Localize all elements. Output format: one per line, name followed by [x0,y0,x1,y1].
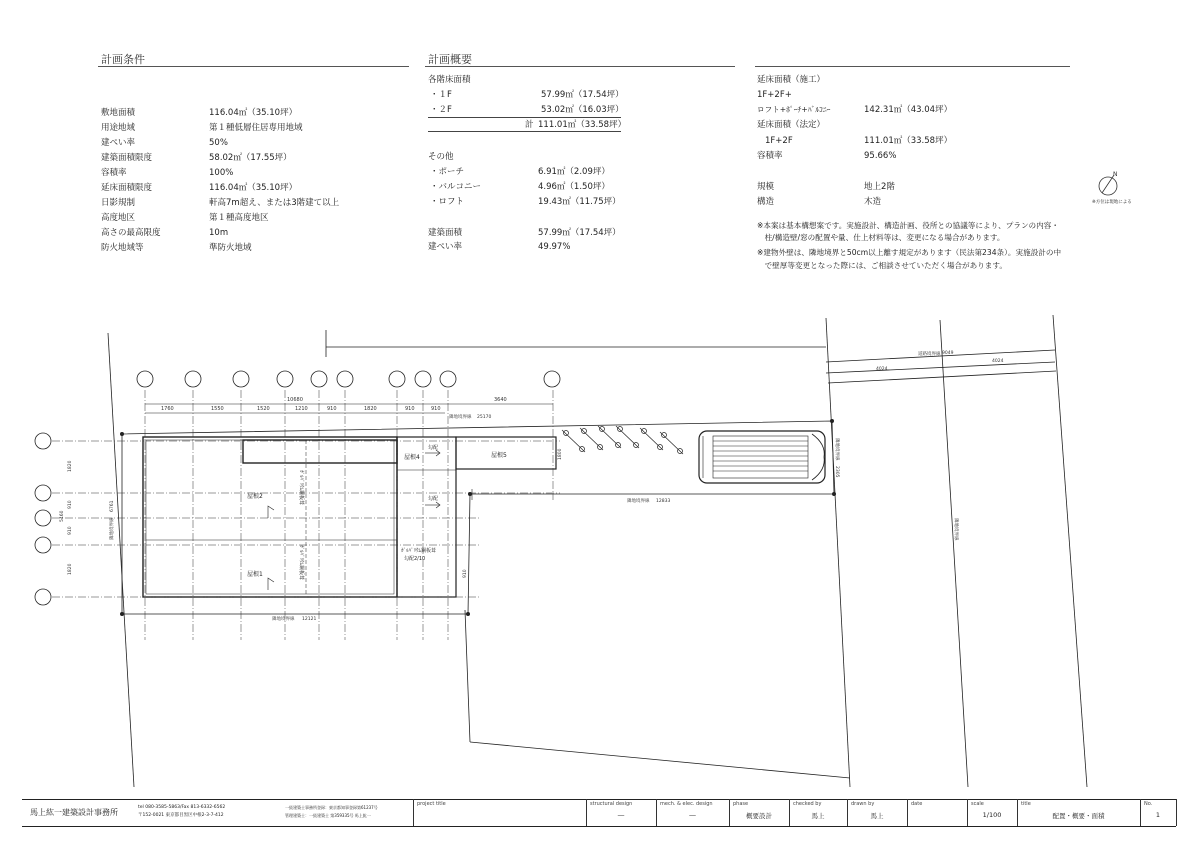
other-title: その他 [428,152,454,162]
bicycle-icons [562,426,683,454]
structure-label: 構造 [757,197,775,207]
firm-name: 馬上紘一建築設計事務所 [30,808,118,817]
north-caption: ※方位は現地による [1092,200,1132,205]
site-far-right-line [1053,315,1087,787]
tb-drawn [847,799,907,826]
road-sub-a: 4024 [876,367,888,372]
tb-checked [789,799,847,826]
cond-value-6: 軒高7m超え、または3階建て以上 [209,198,340,208]
tb-scale-value: 1/100 [982,811,1002,819]
site-left-line [108,333,134,787]
cond-value-5: 116.04㎡（35.10坪） [209,183,298,193]
tb-phase-label: phase [733,801,749,807]
firm-reg-2: 管理建築士：一級建築士 第359335号 馬上紘一 [285,813,371,818]
road-line-b [826,362,1055,373]
cond-value-8: 10m [209,228,229,238]
site-bottom-line [470,742,850,778]
other-value-0: 6.91㎡（2.09坪） [538,167,610,177]
cond-value-0: 116.04㎡（35.10坪） [209,108,298,118]
cond-value-9: 準防火地域 [209,243,252,253]
tb-mech [656,799,729,826]
tb-checked-label: checked by [793,801,822,807]
roof2-material: ｶﾞﾙﾊﾞﾘｳﾑ鋼板葺 [298,470,304,506]
left-dim-0: 1820 [68,460,73,472]
dim-span-2: 1520 [257,406,270,412]
roof1-label: 屋根1 [247,571,263,578]
height-180: 1800 [558,448,563,460]
cond-value-7: 第１種高度地区 [209,213,269,223]
firm-contact-2: 〒152-0021 東京都目黒区中根2-3-7-412 [138,813,224,818]
boundary-left-label: 隣地境界線 [110,517,115,540]
note-line-3: で壁厚等変更となった際には、ご相談させていただく場合があります。 [757,261,1007,270]
tb-scale-label: scale [971,801,984,807]
tb-title-value: 配置・概要・面積 [1052,812,1105,820]
floor-value-0: 57.99㎡（17.54坪） [541,90,624,100]
cond-value-1: 第１種低層住居専用地域 [209,123,303,133]
tb-scale [967,799,1017,826]
floor-label-0: ・１F [430,90,452,100]
far-value: 95.66% [864,151,897,161]
left-total: 5460 [60,510,65,522]
road-line-a [826,350,1055,362]
construction-items: ロフト+ﾎﾟｰﾁ+ﾊﾞﾙｺﾆｰ [757,105,831,114]
left-dim-1: 910 [68,500,73,509]
cond-label-5: 延床面積限度 [101,183,153,193]
cond-value-2: 50% [209,138,228,148]
tb-phase-value: 概要設計 [746,812,772,820]
cond-label-3: 建築面積限度 [101,153,153,163]
construction-formula: 1F+2F+ [757,90,792,100]
conditions-heading: 計画条件 [101,53,145,66]
coverage-value: 49.97% [538,242,571,252]
left-dim-3: 1820 [68,563,73,575]
road-edge-line [940,320,968,787]
dim-total: 10680 [287,397,303,403]
scale-label: 規模 [757,182,775,192]
cond-label-0: 敷地面積 [101,108,136,118]
cond-label-1: 用途地域 [101,123,136,133]
cond-label-8: 高さの最高限度 [101,228,161,238]
roof5-label: 屋根5 [491,452,507,459]
dim-span-3: 1210 [295,406,308,412]
dim-span-0: 1760 [161,406,174,412]
structure-value: 木造 [864,197,882,207]
cond-label-6: 日影規制 [101,198,136,208]
site-lower-left-line [465,610,470,742]
tb-date-label: date [911,801,923,807]
left-dim-2: 910 [68,526,73,535]
slope-label-1: 勾配 [428,445,439,451]
note-line-0: ※本案は基本構想案です。実施設計、構造計画、役所との協議等により、プランの内容・ [757,221,1059,230]
roof2-label: 屋根2 [247,493,263,500]
legal-title: 延床面積（法定） [757,120,826,130]
cond-value-4: 100% [209,168,234,178]
other-label-1: ・バルコニー [430,182,482,192]
scale-value: 地上2階 [864,182,895,192]
building-area-label: 建築面積 [428,228,463,238]
legal-formula: 1F+2F [765,136,793,146]
dim-span-1: 1550 [211,406,224,412]
tb-mech-value: ― [689,811,696,819]
road-top-len: 9049 [942,351,954,356]
other-value-1: 4.96㎡（1.50坪） [538,182,610,192]
coverage-label: 建ぺい率 [428,242,463,252]
tb-title [1017,799,1140,826]
boundary-bot-label: 隣地境界線 [272,617,295,622]
dim-span-6: 910 [405,406,415,412]
cond-label-4: 容積率 [101,168,127,178]
tb-phase [729,799,789,826]
boundary-far-label: 隣地境界線 [953,518,958,541]
tb-project-label: project title [417,801,446,807]
height-910: 910 [463,569,468,578]
site-slanted-line [826,318,850,787]
cond-label-9: 防火地域等 [101,243,144,253]
tb-mech-label: mech. & elec. design [660,801,713,807]
far-label: 容積率 [757,151,783,161]
tb-drawn-label: drawn by [851,801,875,807]
other-label-2: ・ロフト [430,197,465,207]
summary-heading: 計画概要 [428,53,472,66]
construction-value: 142.31㎡（43.04坪） [864,105,953,115]
legal-value: 111.01㎡（33.58坪） [864,136,953,146]
dim-span-7: 910 [431,406,441,412]
boundary-left-len: 6761 [110,500,115,512]
other-label-0: ・ポーチ [430,167,465,177]
boundary-right-label: 隣地境界線 [834,438,839,461]
floors-total-label: 計 [525,120,534,130]
floors-total-value: 111.01㎡（33.58坪） [538,120,627,130]
tb-drawn-value: 馬上 [870,812,884,820]
tb-structural-value: ― [617,811,625,819]
boundary-right-len: 2305 [834,466,839,478]
boundary-polygon [122,421,834,614]
building-main [143,437,397,597]
floor-value-1: 53.02㎡（16.03坪） [541,105,624,115]
note-line-1: 柱/構造壁/窓の配置や量、仕上材料等は、変更になる場合があります。 [757,233,1005,242]
other-value-2: 19.43㎡（11.75坪） [538,197,621,207]
cond-label-2: 建ぺい率 [101,138,136,148]
road-line-c [828,371,1056,383]
building-east [397,437,456,597]
slope-ratio-label: 勾配2/10 [404,556,426,562]
dim-span-4: 910 [327,406,337,412]
boundary-top-len: 25170 [477,415,492,420]
tb-structural [586,799,656,826]
car-icon [699,431,825,483]
tb-structural-label: structural design [590,801,633,807]
tb-no [1140,799,1176,826]
firm-reg-1: 一級建築士事務所登録：東京都知事登録第61237号 [285,805,378,810]
tb-no-label: No. [1144,801,1153,807]
roof3-material: ｶﾞﾙﾊﾞﾘｳﾑ鋼板葺 [401,548,437,554]
boundary-bot-len: 12121 [302,617,317,622]
boundary-top-label: 隣地境界線 [449,415,472,420]
dim-span-5: 1820 [364,406,377,412]
tb-checked-value: 馬上 [811,812,825,820]
loft-rect [243,440,397,463]
slope-label-2: 勾配 [428,496,439,502]
cond-label-7: 高度地区 [101,213,136,223]
boundary-mid-label: 隣地境界線 [627,499,650,504]
dim-right: 3640 [494,397,507,403]
firm-contact-1: tel 080-3585-5863/Fax 813-6332-6562 [138,805,226,810]
road-sub-b: 4024 [992,359,1004,364]
boundary-mid-len: 12833 [656,499,671,504]
north-letter: N [1113,171,1118,178]
construction-title: 延床面積（施工） [757,75,826,85]
building-area-value: 57.99㎡（17.54坪） [538,228,621,238]
tb-date [907,799,967,826]
road-label: 道路境界線 [918,352,941,357]
roof4-label: 屋根4 [404,454,420,461]
floor-label-1: ・２F [430,105,452,115]
tb-project [413,799,586,826]
tb-no-value: 1 [1155,811,1161,819]
note-line-2: ※建物外壁は、隣地境界と50cm以上離す規定があります（民法第234条）。実施設計の中 [757,248,1062,257]
tb-title-label: title [1021,801,1031,807]
roof1-material: ｶﾞﾙﾊﾞﾘｳﾑ鋼板葺 [298,545,304,581]
cond-value-3: 58.02㎡（17.55坪） [209,153,292,163]
floors-title: 各階床面積 [428,75,471,85]
